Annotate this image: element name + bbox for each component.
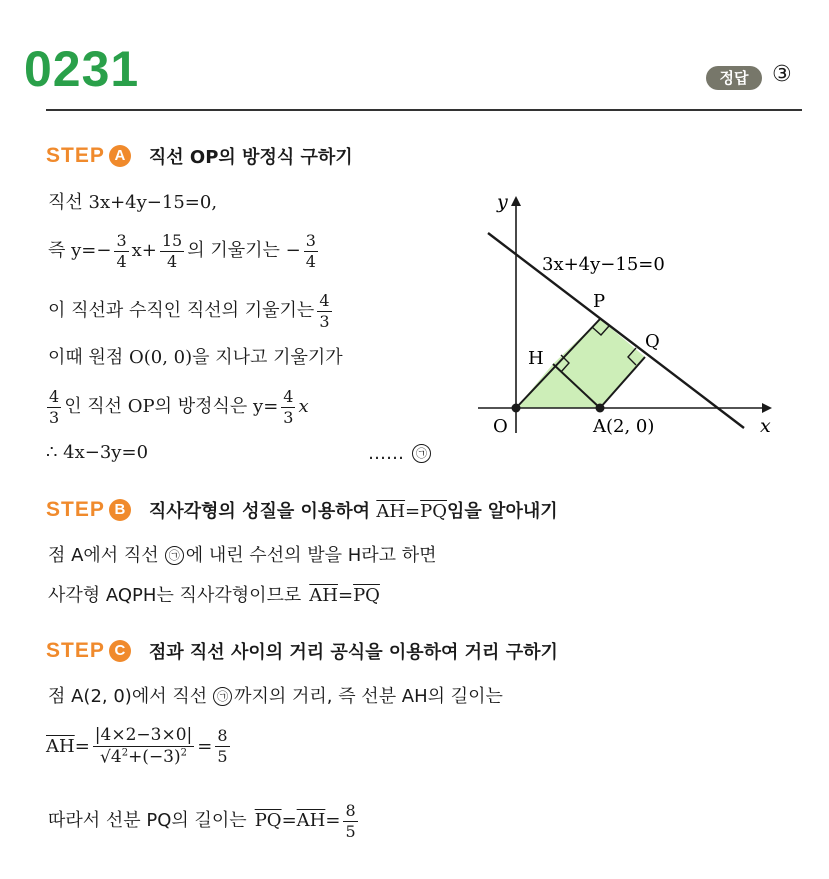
point-q-label: Q [645,331,660,352]
segment-ah: $\overline{AH}$ [309,585,338,606]
denominator: 5 [345,821,356,841]
step-a-line-3 [48,292,335,330]
step-label: STEP [46,639,105,662]
equation-reference [368,444,433,463]
denominator: 4 [166,251,178,271]
y-axis-label: y [497,191,508,213]
sqrt-sign: √ [100,747,111,768]
origin-point [512,404,521,413]
step-b-heading [46,497,558,523]
step-letter-badge: A [109,145,131,167]
equals: = [74,735,90,757]
point-p-label: P [593,291,606,312]
numerator: 3 [305,231,316,250]
equation-text: 직선 3x+4y−15=0, [48,192,218,213]
header-divider [46,109,802,111]
segment-pq: $\overline{PQ}$ [254,810,282,832]
radicand [111,746,187,767]
text: 의 기울기는 − [187,240,301,262]
equals: = [405,501,421,522]
numerator: 4 [283,387,294,406]
denominator: 4 [305,251,316,271]
x-axis-label: x [760,415,771,437]
numerator: 15 [161,231,183,250]
step-title [149,497,558,523]
text: 점 A에서 직선 [48,544,159,566]
text: 인 직선 OP의 방정식은 y= [64,396,279,418]
denominator: 3 [283,407,294,427]
equals: = [325,810,341,832]
dots: …… [368,442,404,464]
step-a-line-2 [48,232,321,270]
equation-mark: ㉠ [213,687,232,706]
step-title: 점과 직선 사이의 거리 공식을 이용하여 거리 구하기 [148,642,558,663]
exponent: 2 [180,747,188,759]
step-label: STEP [46,144,105,167]
numerator: 8 [217,726,228,746]
text: 점 A(2, 0)에서 직선 [48,685,208,707]
step-a-line-1 [48,194,217,212]
text: 따라서 선분 PQ의 길이는 [48,810,247,832]
title-text: 임을 알아내기 [447,501,558,522]
equation-mark: ㉠ [165,546,184,565]
segment-pq: $\overline{PQ}$ [353,585,380,606]
equation-mark: ㉠ [412,444,431,463]
step-b-line-2 [48,587,380,605]
step-a-line-4 [48,349,343,367]
text: x+ [131,240,157,262]
step-c-line-1 [48,687,503,706]
fraction [114,232,128,270]
answer-badge: 정답 [706,66,762,90]
segment-pq: $\overline{PQ}$ [420,501,448,522]
text: 이 직선과 수직인 직선의 기울기는 [48,300,315,322]
denominator: 3 [319,311,330,331]
line-equation-label: 3x+4y−15=0 [542,254,665,275]
result-fraction [343,802,357,840]
problem-number: 0231 [24,41,140,97]
step-c-heading [46,638,558,664]
denominator: 3 [49,407,60,427]
answer-value: ③ [772,62,792,87]
denominator: 5 [217,747,228,767]
step-label: STEP [46,498,105,521]
equals: = [197,735,213,757]
exponent: 2 [121,747,129,759]
step-c-conclusion [48,802,361,840]
equals: = [281,810,297,832]
text: x [298,396,309,418]
fraction [47,388,61,426]
point-a [596,404,605,413]
denominator [98,747,189,767]
equation-text: ∴ 4x−3y=0 [46,442,149,463]
point-a-label: A(2, 0) [593,416,655,437]
coordinate-graph [468,188,786,450]
numerator: 4 [319,291,330,310]
step-letter-badge: B [109,499,131,521]
numerator: |4×2−3×0| [94,725,193,745]
fraction [281,388,295,426]
text: 사각형 AQPH는 직사각형이므로 [48,585,302,606]
segment-ah: $\overline{AH}$ [376,501,406,522]
denominator: 4 [116,251,127,271]
result-fraction [215,727,229,765]
text: 까지의 거리, 즉 선분 AH의 길이는 [234,685,503,707]
text: 이때 원점 O(0, 0)을 지나고 기울기가 [48,347,343,368]
y-axis-arrow [511,196,521,206]
step-a-heading [46,143,353,169]
step-title: 직선 OP의 방정식 구하기 [148,147,353,168]
fraction [317,292,331,330]
origin-label: O [493,416,508,437]
step-letter-badge: C [109,640,131,662]
step-a-line-6 [46,444,148,462]
x-axis-arrow [762,403,772,413]
text: 즉 y=− [48,240,112,262]
distance-formula [46,726,233,767]
title-text: 직사각형의 성질을 이용하여 [148,501,371,522]
numerator: 4 [49,387,60,406]
fraction [160,232,184,270]
step-b-line-1 [48,546,437,565]
fraction [304,232,318,270]
distance-fraction [93,726,194,767]
segment-ah: $\overline{AH}$ [46,735,75,757]
step-a-line-5 [44,388,309,426]
text: 에 내린 수선의 발을 H라고 하면 [185,544,437,566]
term: +(−3) [128,747,181,768]
numerator: 3 [116,231,127,250]
segment-ah: $\overline{AH}$ [296,810,326,832]
point-h-label: H [528,348,544,369]
equals: = [337,585,354,606]
base: 4 [110,747,122,768]
numerator: 8 [345,801,356,820]
